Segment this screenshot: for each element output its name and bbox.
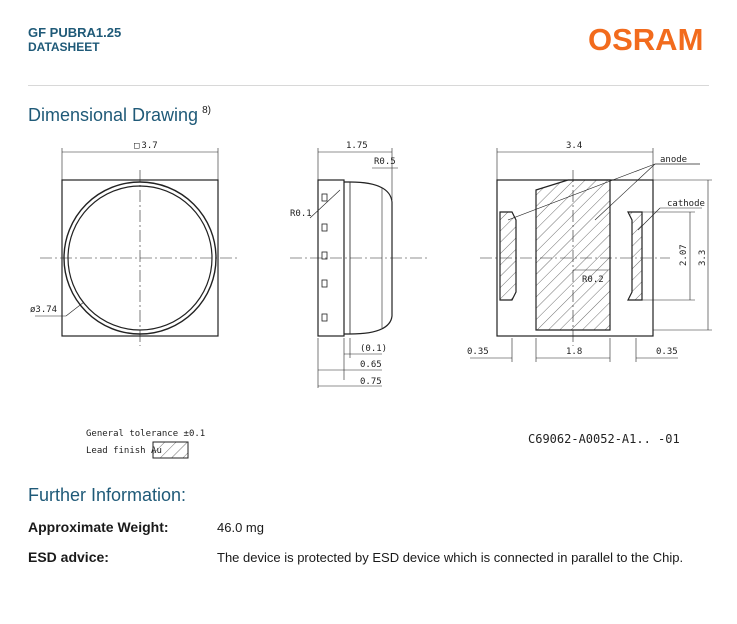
weight-label: Approximate Weight: <box>28 519 169 535</box>
product-name: GF PUBRA1.25 <box>28 25 122 40</box>
esd-value: The device is protected by ESD device which is connected in parallel to the Chip. <box>217 550 684 565</box>
bottom-left-label: 0.35 <box>467 347 489 357</box>
drawing-number: C69062-A0052-A1.. -01 <box>528 432 680 446</box>
top-view <box>35 148 240 346</box>
side-radius-edge-label: R0.1 <box>290 209 312 219</box>
side-width-label: 1.75 <box>346 141 368 151</box>
bottom-outer-height-label: 3.3 <box>698 249 708 266</box>
side-radius-top-label: R0.5 <box>374 157 396 167</box>
top-width-label: □ 3.7 <box>134 141 158 151</box>
bottom-width-label: 3.4 <box>566 141 583 151</box>
dimensional-drawing <box>0 120 737 465</box>
bottom-right-label: 0.35 <box>656 347 678 357</box>
top-diameter-label: ø3.74 <box>30 305 58 315</box>
side-dim-b-label: 0.65 <box>360 360 382 370</box>
side-dim-c-label: 0.75 <box>360 377 382 387</box>
bottom-center-label: 1.8 <box>566 347 583 357</box>
weight-value: 46.0 mg <box>217 520 264 535</box>
header-divider <box>28 85 709 86</box>
bottom-radius-label: R0.2 <box>582 275 604 285</box>
bottom-inner-height-label: 2.07 <box>679 244 689 266</box>
side-dim-a-label: (0.1) <box>360 344 388 354</box>
cathode-label: cathode <box>667 199 705 209</box>
footnote-marker: 8) <box>202 105 211 116</box>
anode-label: anode <box>660 155 688 165</box>
esd-label: ESD advice: <box>28 549 109 565</box>
document-type: DATASHEET <box>28 40 100 54</box>
further-information-title: Further Information: <box>28 485 187 505</box>
lead-finish-label: Lead finish Au <box>86 446 162 456</box>
bottom-view <box>470 148 712 362</box>
general-tolerance-label: General tolerance ±0.1 <box>86 429 206 439</box>
dimensional-drawing-heading: Dimensional Drawing <box>28 105 199 125</box>
osram-logo: OSRAM <box>588 22 704 57</box>
